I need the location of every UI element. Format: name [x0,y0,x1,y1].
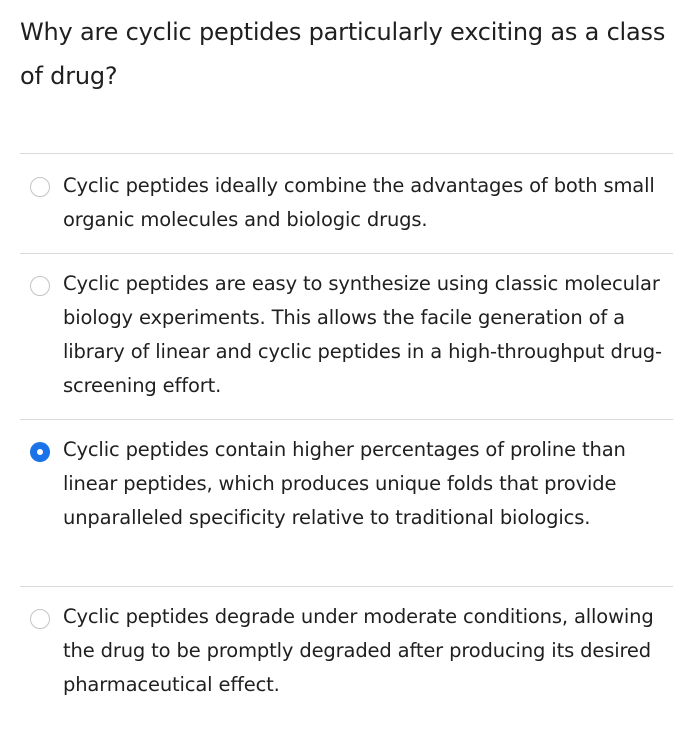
radio-button-2[interactable] [30,276,50,296]
answer-option-label: Cyclic peptides are easy to synthesize using classic molecular biology experiments. This allows the facile generation of a library of linear and cyclic peptides in a high-throughput drug-screening effort. [63,272,662,397]
answer-option-3[interactable] [20,419,673,586]
answer-option-label: Cyclic peptides ideally combine the advantages of both small organic molecules and biologic drugs. [63,174,655,231]
answer-option-label: Cyclic peptides contain higher percentages of proline than linear peptides, which produces unique folds that provide unparalleled specificity relative to traditional biologics. [63,438,626,529]
question-text: Why are cyclic peptides particularly exciting as a class of drug? [20,18,666,90]
answer-option-label: Cyclic peptides degrade under moderate conditions, allowing the drug to be promptly degraded after producing its desired pharmaceutical effect. [63,605,654,696]
answer-option-4[interactable] [20,586,673,727]
answer-option-2[interactable] [20,253,673,419]
radio-button-3-selected[interactable] [30,442,50,462]
radio-button-1[interactable] [30,177,50,197]
answer-options [20,153,673,727]
answer-option-1[interactable] [20,153,673,253]
radio-button-4[interactable] [30,609,50,629]
